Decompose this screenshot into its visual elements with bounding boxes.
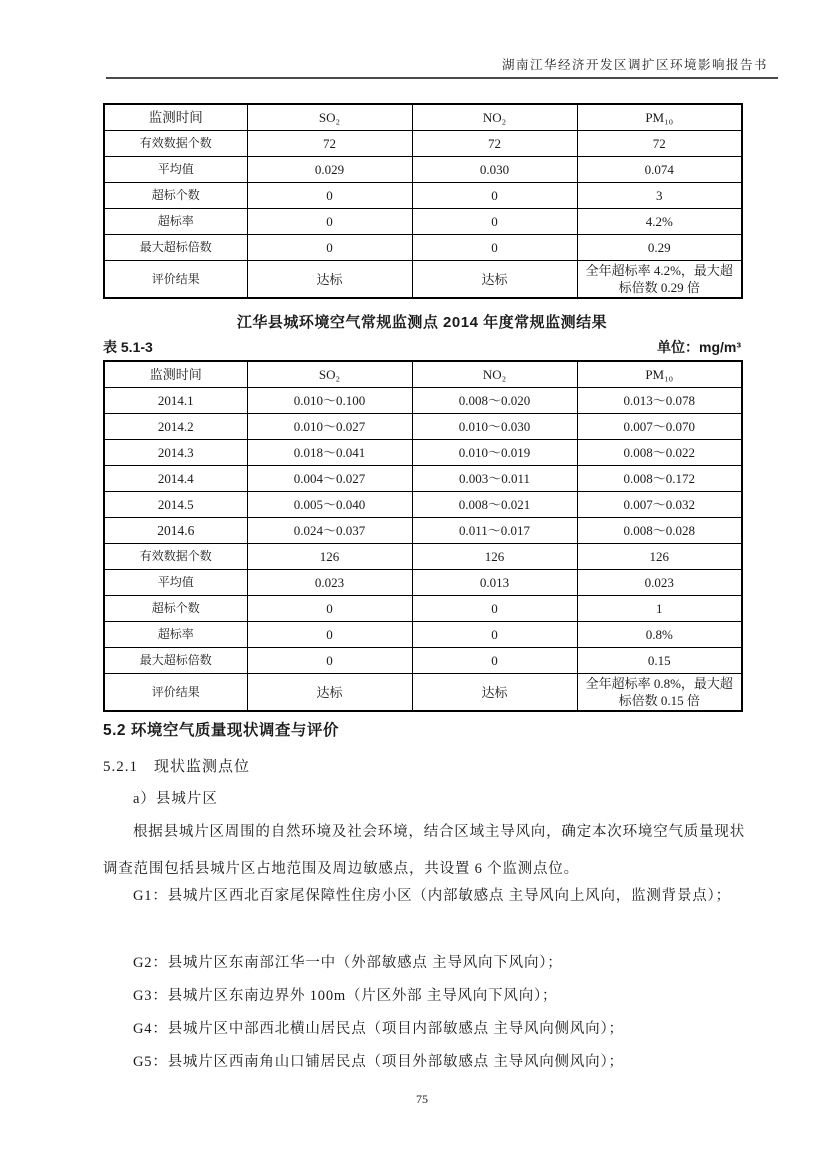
table-cell: 达标 (247, 674, 412, 712)
table-cell: 0.003～0.011 (412, 466, 577, 492)
table-cell: 0.013～0.078 (577, 388, 742, 414)
monitoring-point-g4: G4：县城片区中部西北横山居民点（项目内部敏感点 主导风向侧风向）； (133, 1021, 624, 1037)
table-cell: NO₂ (412, 361, 577, 388)
table-cell: 72 (247, 131, 412, 157)
table-cell: 0 (247, 235, 412, 261)
table-header-row (104, 104, 742, 131)
table-cell: 全年超标率 4.2%，最大超标倍数 0.29 倍 (577, 261, 742, 299)
monitoring-point-g3: G3：县城片区东南边界外 100m（片区外部 主导风向下风向）； (133, 988, 558, 1004)
table-caption-row (103, 337, 741, 357)
table-cell: 0 (412, 648, 577, 674)
table-cell: 0.008～0.028 (577, 518, 742, 544)
table-cell: 2014.5 (104, 492, 247, 518)
table-cell: 评价结果 (104, 261, 247, 299)
monitoring-point-g1: G1：县城片区西北百家尾保障性住房小区（内部敏感点 主导风向上风向，监测背景点）； (133, 888, 731, 904)
table-cell: 0.15 (577, 648, 742, 674)
table-cell: 0 (247, 596, 412, 622)
table-row (104, 388, 742, 414)
table-row (104, 518, 742, 544)
table-cell: 0.005～0.040 (247, 492, 412, 518)
table-cell: 0.007～0.032 (577, 492, 742, 518)
table-cell: 0.004～0.027 (247, 466, 412, 492)
table-cell: NO₂ (412, 104, 577, 131)
table-cell: 有效数据个数 (104, 131, 247, 157)
table-row (104, 674, 742, 712)
header-divider-line (106, 77, 778, 79)
table-row (104, 440, 742, 466)
table-cell: 3 (577, 183, 742, 209)
table-cell: 0.007～0.070 (577, 414, 742, 440)
table-cell: SO₂ (247, 361, 412, 388)
table-cell: 2014.1 (104, 388, 247, 414)
table-cell: 126 (412, 544, 577, 570)
table-cell: SO₂ (247, 104, 412, 131)
table-cell: 有效数据个数 (104, 544, 247, 570)
table-cell: 0 (412, 209, 577, 235)
table-cell: 2014.2 (104, 414, 247, 440)
table-cell: 0 (247, 209, 412, 235)
table-cell: 0.023 (577, 570, 742, 596)
table-cell: 0.011～0.017 (412, 518, 577, 544)
section-heading-5-2: 5.2 环境空气质量现状调查与评价 (103, 722, 339, 739)
table-row (104, 466, 742, 492)
table-cell: 0.008～0.020 (412, 388, 577, 414)
table-cell: 达标 (412, 261, 577, 299)
table-cell: 2014.4 (104, 466, 247, 492)
body-paragraph: 根据县城片区周围的自然环境及社会环境，结合区域主导风向，确定本次环境空气质量现状调查范围包括县城片区占地范围及周边敏感点，共设置 6 个监测点位。 (103, 824, 745, 877)
table-cell: 72 (412, 131, 577, 157)
table-cell: 0.023 (247, 570, 412, 596)
table-cell: 平均值 (104, 157, 247, 183)
table-cell: 0.029 (247, 157, 412, 183)
table-row (104, 492, 742, 518)
table-row (104, 183, 742, 209)
page-header-title: 湖南江华经济开发区调扩区环境影响报告书 (501, 58, 768, 72)
table-row (104, 570, 742, 596)
table-cell: PM₁₀ (577, 104, 742, 131)
unit-label: 单位：mg/m³ (657, 339, 741, 355)
table-row (104, 209, 742, 235)
table-cell: 0.010～0.100 (247, 388, 412, 414)
table-cell: 超标率 (104, 622, 247, 648)
table-row (104, 414, 742, 440)
page-number: 75 (416, 1092, 428, 1106)
table-cell: 超标个数 (104, 596, 247, 622)
table-row (104, 131, 742, 157)
table-row (104, 261, 742, 299)
table-cell: 最大超标倍数 (104, 235, 247, 261)
table-cell: 全年超标率 0.8%，最大超标倍数 0.15 倍 (577, 674, 742, 712)
table-header-row (104, 361, 742, 388)
table-cell: 2014.6 (104, 518, 247, 544)
table-cell: 0.030 (412, 157, 577, 183)
table-number-label: 表 5.1-3 (103, 339, 153, 355)
table-row (104, 157, 742, 183)
table-cell: 0 (247, 648, 412, 674)
table-cell: 72 (577, 131, 742, 157)
table-cell: 评价结果 (104, 674, 247, 712)
table-cell: 0.018～0.041 (247, 440, 412, 466)
annual-results-table (103, 103, 743, 299)
table-cell: 0 (412, 235, 577, 261)
table-cell: 126 (247, 544, 412, 570)
table-cell: 0.8% (577, 622, 742, 648)
table-5-1-3-title: 江华县城环境空气常规监测点 2014 年度常规监测结果 (236, 314, 608, 331)
table-cell: 0.010～0.027 (247, 414, 412, 440)
table-cell: 0 (412, 183, 577, 209)
list-item-a: a）县城片区 (133, 791, 218, 807)
table-cell: 0.008～0.022 (577, 440, 742, 466)
monthly-results-table (103, 360, 743, 712)
table-row (104, 235, 742, 261)
table-cell: 0.29 (577, 235, 742, 261)
table-cell: 监测时间 (104, 361, 247, 388)
subsection-heading-5-2-1: 5.2.1 现状监测点位 (103, 759, 251, 775)
table-cell: PM₁₀ (577, 361, 742, 388)
table-cell: 0 (247, 622, 412, 648)
table-cell: 超标个数 (104, 183, 247, 209)
table-cell: 0.074 (577, 157, 742, 183)
table-row (104, 544, 742, 570)
table-cell: 0.010～0.019 (412, 440, 577, 466)
table-cell: 监测时间 (104, 104, 247, 131)
table-row (104, 596, 742, 622)
table-cell: 1 (577, 596, 742, 622)
table-cell: 0.008～0.172 (577, 466, 742, 492)
table-cell: 最大超标倍数 (104, 648, 247, 674)
table-cell: 达标 (412, 674, 577, 712)
table-cell: 0.024～0.037 (247, 518, 412, 544)
monitoring-point-g2: G2：县城片区东南部江华一中（外部敏感点 主导风向下风向）； (133, 955, 563, 971)
table-cell: 达标 (247, 261, 412, 299)
table-row (104, 622, 742, 648)
table-row (104, 648, 742, 674)
table-cell: 4.2% (577, 209, 742, 235)
table-cell: 0.008～0.021 (412, 492, 577, 518)
table-cell: 0 (247, 183, 412, 209)
table-cell: 126 (577, 544, 742, 570)
table-cell: 超标率 (104, 209, 247, 235)
table-cell: 0 (412, 622, 577, 648)
table-cell: 0.010～0.030 (412, 414, 577, 440)
table-cell: 平均值 (104, 570, 247, 596)
table-cell: 2014.3 (104, 440, 247, 466)
monitoring-point-g5: G5：县城片区西南角山口铺居民点（项目外部敏感点 主导风向侧风向）； (133, 1054, 624, 1070)
table-cell: 0 (412, 596, 577, 622)
table-cell: 0.013 (412, 570, 577, 596)
